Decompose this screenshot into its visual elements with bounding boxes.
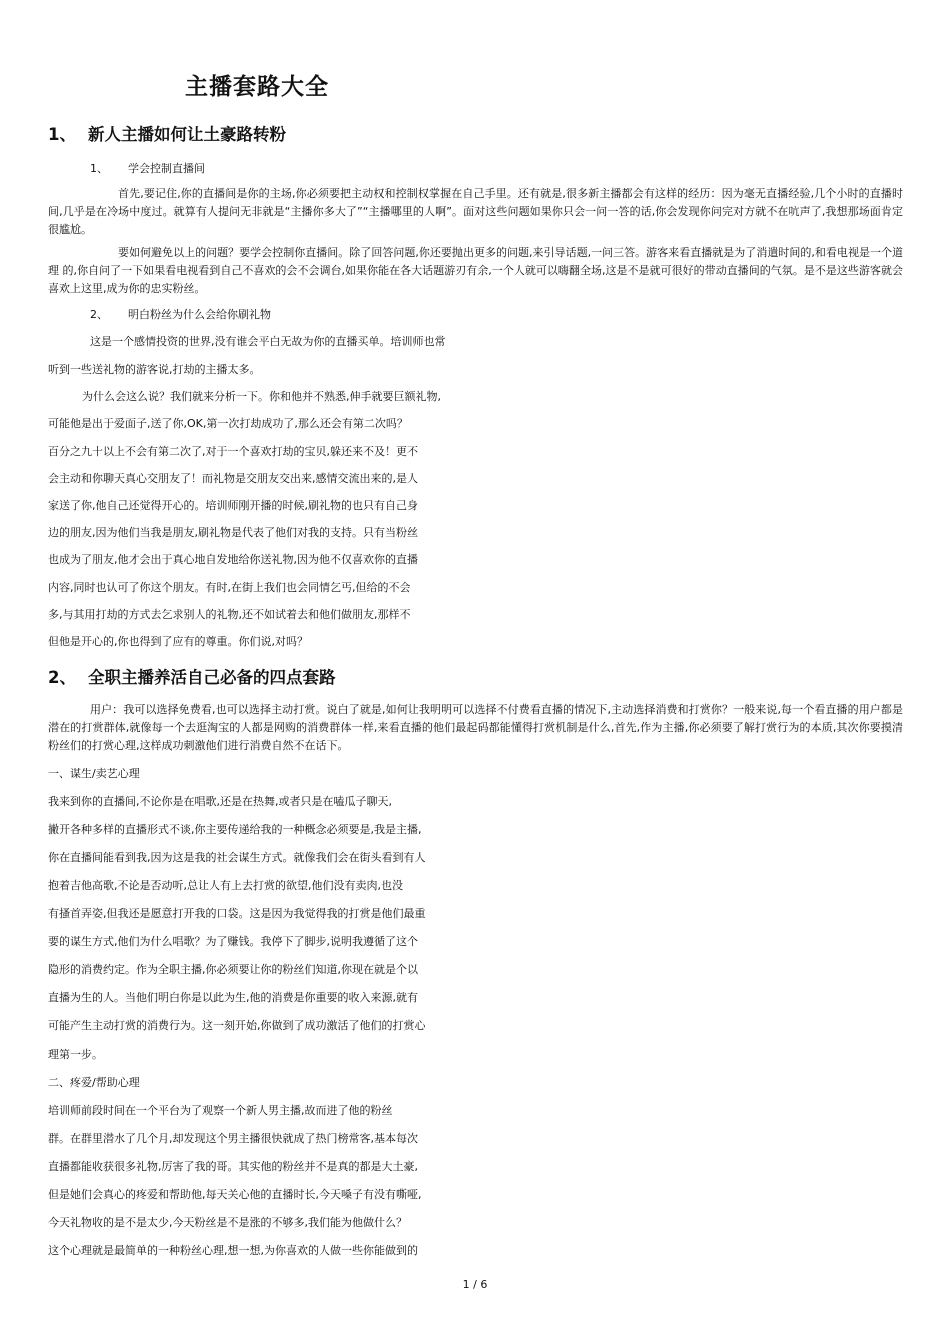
point-heading: 二、疼爱/帮助心理 <box>48 1076 140 1089</box>
text-line: 隐形的消费约定。作为全职主播,你必须要让你的粉丝们知道,你现在就是个以 <box>48 963 418 976</box>
text-line: 培训师前段时间在一个平台为了观察一个新人男主播,故而进了他的粉丝 <box>48 1104 393 1117</box>
text-line: 可能他是出于爱面子,送了你,OK,第一次打劫成功了,那么还会有第二次吗？ <box>48 417 408 430</box>
point-heading: 一、谋生/卖艺心理 <box>48 767 140 780</box>
text-line: 撇开各种多样的直播形式不谈,你主要传递给我的一种概念必须要是,我是主播, <box>48 823 422 836</box>
text-line: 要的谋生方式,他们为什么唱歌？为了赚钱。我停下了脚步,说明我遵循了这个 <box>48 935 418 948</box>
subsection-number: 1、 <box>90 162 108 175</box>
text-line: 也成为了朋友,他才会出于真心地自发地给你送礼物,因为他不仅喜欢你的直播 <box>48 553 418 566</box>
text-line: 你在直播间能看到我,因为这是我的社会谋生方式。就像我们会在街头看到有人 <box>48 851 426 864</box>
text-line: 百分之九十以上不会有第二次了,对于一个喜欢打劫的宝贝,躲还来不及！更不 <box>48 445 418 458</box>
text-line: 今天礼物收的是不是太少,今天粉丝是不是涨的不够多,我们能为他做什么？ <box>48 1216 407 1229</box>
subsection-title: 学会控制直播间 <box>128 162 205 175</box>
section-number: 2、 <box>48 668 76 687</box>
text-line: 有搔首弄姿,但我还是愿意打开我的口袋。这是因为我觉得我的打赏是他们最重 <box>48 907 426 920</box>
page-number: 1 / 6 <box>462 1278 488 1291</box>
subsection-heading-1 <box>90 160 205 176</box>
text-line: 我来到你的直播间,不论你是在唱歌,还是在热舞,或者只是在嗑瓜子聊天, <box>48 795 392 808</box>
section-title: 全职主播养活自己必备的四点套路 <box>88 668 336 687</box>
text-line: 抱着吉他高歌,不论是否动听,总让人有上去打赏的欲望,他们没有卖肉,也没 <box>48 879 403 892</box>
section-title: 新人主播如何让土豪路转粉 <box>88 125 286 144</box>
text-line: 内容,同时也认可了你这个朋友。有时,在街上我们也会同情乞丐,但给的不会 <box>48 581 411 594</box>
section-heading-2 <box>48 664 336 688</box>
text-line: 边的朋友,因为他们当我是朋友,刷礼物是代表了他们对我的支持。只有当粉丝 <box>48 526 418 539</box>
text-line: 但他是开心的,你也得到了应有的尊重。你们说,对吗？ <box>48 635 308 648</box>
paragraph: 要如何避免以上的问题？要学会控制你直播间。除了回答问题,你还要抛出更多的问题,来引导话题,一问三答。游客来看直播就是为了消遣时间的,和看电视是一个道理 的,你自问了一下如果看电视看到自己不喜欢的会不会调台,如果你能在各大话题游刃有余,一个人就可以嗨翻全场,这是不是就可很好的带动直播间的气氛。是不是这些游客就会喜欢上这里,成为你的忠实粉丝。 <box>48 246 903 295</box>
text-line: 家送了你,他自己还觉得开心的。培训师刚开播的时候,刷礼物的也只有自己身 <box>48 499 418 512</box>
subsection-number: 2、 <box>90 308 108 321</box>
subsection-title: 明白粉丝为什么会给你刷礼物 <box>128 308 271 321</box>
paragraph: 首先,要记住,你的直播间是你的主场,你必须要把主动权和控制权掌握在自己手里。还有就是,很多新主播都会有这样的经历：因为毫无直播经验,几个小时的直播时间,几乎是在冷场中度过。就算有人提问无非就是“主播你多大了”“主播哪里的人啊”。面对这些问题如果你只会一问一答的话,你会发现你问完对方就不在吭声了,我想那场面肯定很尴尬。 <box>48 187 903 236</box>
text-line: 理第一步。 <box>48 1048 103 1061</box>
text-line: 这是一个感情投资的世界,没有谁会平白无故为你的直播买单。培训师也常 <box>90 335 446 348</box>
text-line: 多,与其用打劫的方式去乞求别人的礼物,还不如试着去和他们做朋友,那样不 <box>48 608 411 621</box>
text-line: 这个心理就是最简单的一种粉丝心理,想一想,为你喜欢的人做一些你能做到的 <box>48 1244 418 1257</box>
text-line: 可能产生主动打赏的消费行为。这一刻开始,你做到了成功激活了他们的打赏心 <box>48 1019 426 1032</box>
text-line: 群。在群里潜水了几个月,却发现这个男主播很快就成了热门榜常客,基本每次 <box>48 1132 418 1145</box>
text-line: 但是她们会真心的疼爱和帮助他,每天关心他的直播时长,今天嗓子有没有嘶哑, <box>48 1188 422 1201</box>
paragraph: 用户：我可以选择免费看,也可以选择主动打赏。说白了就是,如何让我明明可以选择不付费看直播的情况下,主动选择消费和打赏你？一般来说,每一个看直播的用户都是潜在的打赏群体,就像每一个去逛淘宝的人都是网购的消费群体一样,来看直播的他们最起码都能懂得打赏机制是什么,首先,作为主播,你必须要了解打赏行为的本质,其次你要摸清粉丝们的打赏心理,这样成功刺激他们进行消费自然不在话下。 <box>48 703 903 752</box>
text-line: 会主动和你聊天真心交朋友了！而礼物是交朋友交出来,感情交流出来的,是人 <box>48 472 418 485</box>
subsection-heading-2 <box>90 306 271 322</box>
text-line: 为什么会这么说？我们就来分析一下。你和他并不熟悉,伸手就要巨额礼物, <box>82 390 441 403</box>
section-heading-1 <box>48 121 286 145</box>
document-title: 主播套路大全 <box>185 74 329 100</box>
text-line: 直播都能收获很多礼物,厉害了我的哥。其实他的粉丝并不是真的都是大土豪, <box>48 1160 418 1173</box>
text-line: 听到一些送礼物的游客说,打劫的主播太多。 <box>48 363 261 376</box>
text-line: 直播为生的人。当他们明白你是以此为生,他的消费是你重要的收入来源,就有 <box>48 991 418 1004</box>
section-number: 1、 <box>48 125 76 144</box>
